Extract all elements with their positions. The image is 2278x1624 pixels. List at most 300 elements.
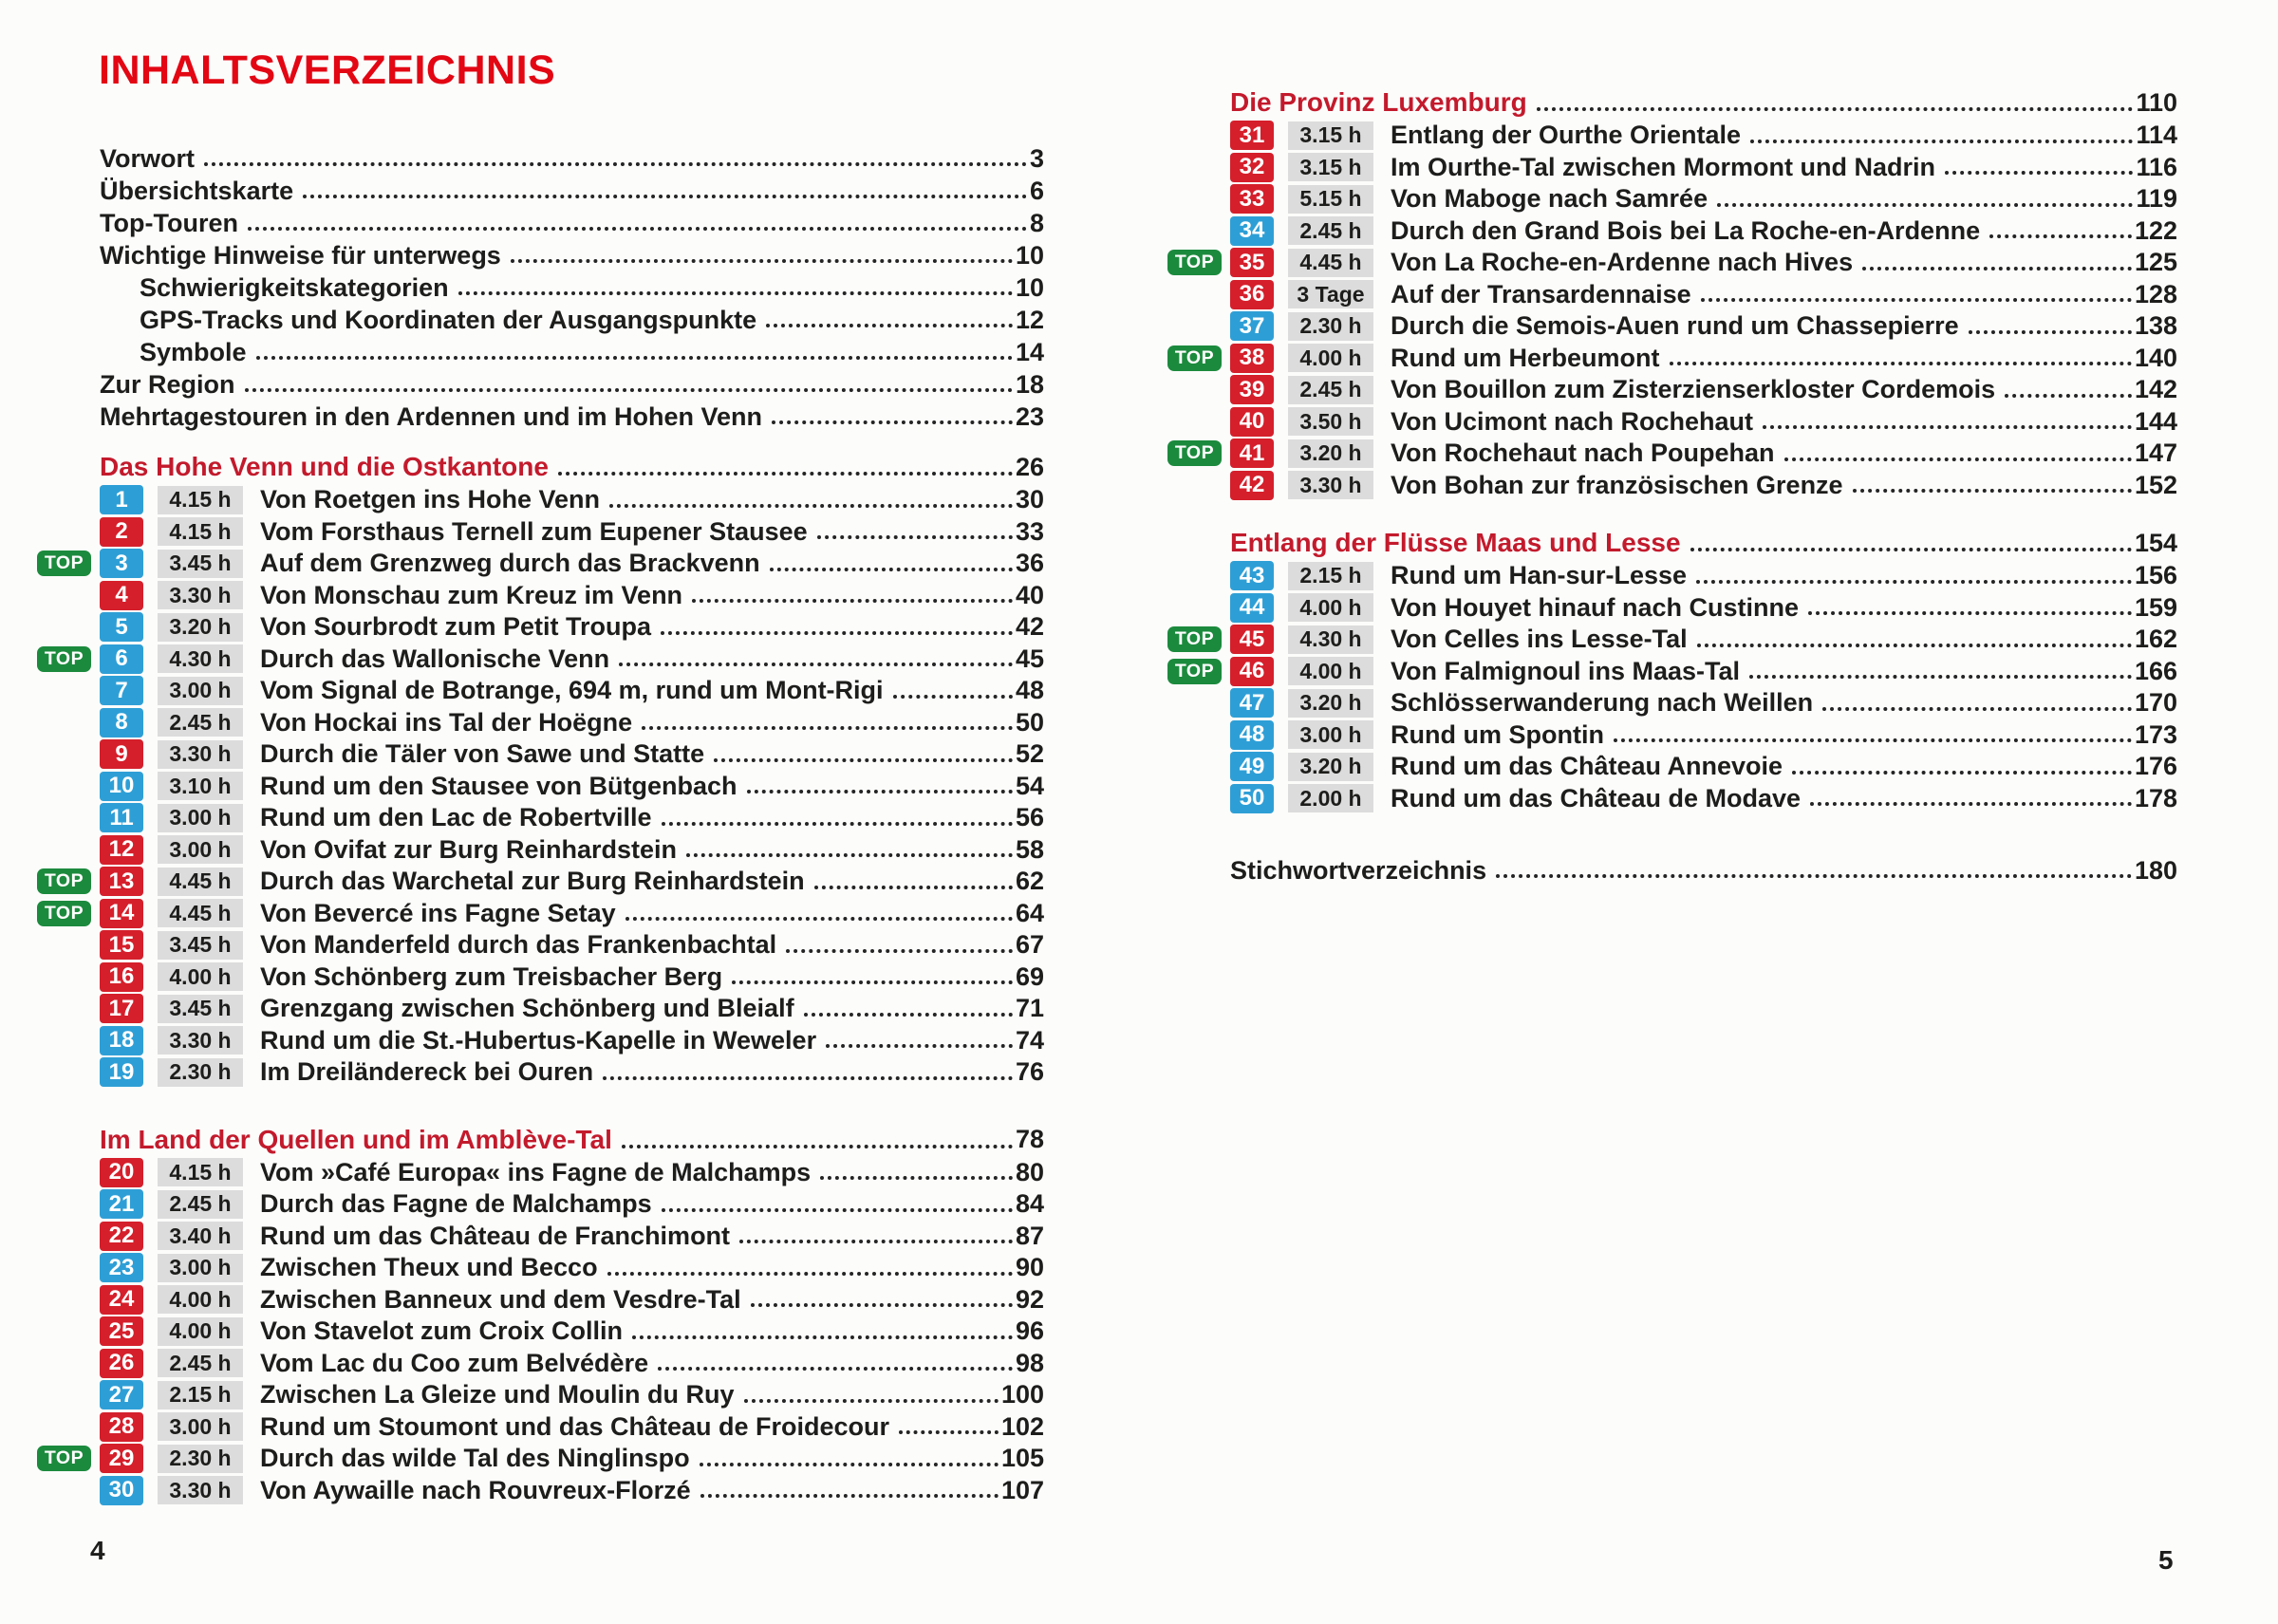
tour-title: Von Monschau zum Kreuz im Venn bbox=[260, 580, 683, 609]
page-ref: 76 bbox=[1015, 1057, 1044, 1087]
back-matter-list bbox=[1230, 854, 2177, 887]
page-ref: 170 bbox=[2134, 688, 2177, 718]
tour-row bbox=[1230, 470, 2177, 502]
page-ref: 12 bbox=[1015, 305, 1044, 334]
top-badge: TOP bbox=[1167, 659, 1222, 684]
dot-leader bbox=[245, 388, 1013, 392]
tour-time-badge: 4.15 h bbox=[158, 1158, 243, 1186]
tour-title: Von Celles ins Lesse-Tal bbox=[1391, 625, 1688, 654]
dot-leader bbox=[1614, 738, 2132, 742]
page-ref: 110 bbox=[2136, 87, 2177, 117]
right-sections bbox=[1174, 85, 2177, 814]
tour-time-badge: 4.30 h bbox=[1288, 625, 1373, 654]
tour-number-badge: 27 bbox=[100, 1380, 143, 1409]
tour-row bbox=[100, 1348, 1044, 1380]
dot-leader bbox=[1750, 140, 2133, 143]
tour-title: Rund um das Château de Franchimont bbox=[260, 1221, 731, 1250]
tour-time-badge: 3.15 h bbox=[1288, 153, 1373, 181]
tour-time-badge: 2.30 h bbox=[1288, 312, 1373, 341]
dot-leader bbox=[744, 1399, 999, 1403]
tour-time-badge: 3.45 h bbox=[158, 995, 243, 1023]
tour-time-badge: 3.30 h bbox=[158, 1476, 243, 1504]
toc-row bbox=[100, 401, 1044, 433]
tour-time-badge: 3.30 h bbox=[1288, 471, 1373, 499]
page-ref: 147 bbox=[2134, 439, 2177, 468]
tour-time-badge: 3.00 h bbox=[158, 804, 243, 832]
tour-row bbox=[1230, 215, 2177, 248]
tour-row bbox=[1230, 406, 2177, 439]
dot-leader bbox=[826, 1044, 1013, 1048]
tour-number-badge: 40 bbox=[1230, 407, 1274, 437]
page-ref: 140 bbox=[2134, 343, 2177, 372]
tour-title: Vom Lac du Coo zum Belvédère bbox=[260, 1348, 649, 1377]
dot-leader bbox=[1690, 548, 2132, 551]
page-ref: 45 bbox=[1015, 644, 1044, 673]
dot-leader bbox=[1763, 425, 2132, 429]
tour-number-badge: 18 bbox=[100, 1026, 143, 1055]
tour-title: Rund um das Château Annevoie bbox=[1391, 752, 1783, 781]
tour-number-badge: 7 bbox=[100, 676, 143, 705]
tour-title: Zwischen La Gleize und Moulin du Ruy bbox=[260, 1380, 735, 1409]
dot-leader bbox=[256, 356, 1013, 360]
tour-time-badge: 3.20 h bbox=[1288, 753, 1373, 781]
tour-time-badge: 2.15 h bbox=[158, 1381, 243, 1409]
tour-time-badge: 3.45 h bbox=[158, 931, 243, 960]
dot-leader bbox=[204, 162, 1027, 166]
tour-time-badge: 2.45 h bbox=[158, 708, 243, 737]
page-ref: 98 bbox=[1015, 1348, 1044, 1377]
tour-number-badge: 45 bbox=[1230, 625, 1274, 654]
dot-leader bbox=[747, 790, 1013, 793]
tour-time-badge: 3.00 h bbox=[158, 1412, 243, 1441]
page-ref: 125 bbox=[2134, 248, 2177, 277]
tour-title: Entlang der Ourthe Orientale bbox=[1391, 121, 1742, 150]
dot-leader bbox=[1853, 489, 2132, 493]
dot-leader bbox=[1862, 267, 2132, 271]
tour-time-badge: 2.45 h bbox=[158, 1349, 243, 1377]
tour-number-badge: 26 bbox=[100, 1349, 143, 1378]
dot-leader bbox=[2005, 394, 2132, 398]
tour-time-badge: 3 Tage bbox=[1288, 280, 1373, 308]
top-badge: TOP bbox=[37, 646, 91, 672]
tour-row bbox=[1174, 343, 2177, 375]
page-ref: 10 bbox=[1015, 240, 1044, 270]
page-ref: 40 bbox=[1015, 580, 1044, 609]
tour-row bbox=[100, 1157, 1044, 1189]
dot-leader bbox=[658, 1367, 1013, 1371]
tour-time-badge: 3.30 h bbox=[158, 740, 243, 769]
tour-number-badge: 23 bbox=[100, 1253, 143, 1282]
tour-time-badge: 3.40 h bbox=[158, 1222, 243, 1250]
tour-title: Von Bevercé ins Fagne Setay bbox=[260, 898, 616, 927]
tour-title: Von Falmignoul ins Maas-Tal bbox=[1391, 656, 1741, 685]
tour-time-badge: 4.45 h bbox=[1288, 249, 1373, 277]
tour-time-badge: 4.45 h bbox=[158, 899, 243, 927]
page-ref: 116 bbox=[2136, 152, 2177, 181]
tour-title: Durch die Täler von Sawe und Statte bbox=[260, 739, 705, 769]
tour-number-badge: 44 bbox=[1230, 593, 1274, 623]
tour-row bbox=[44, 866, 1044, 898]
tour-title: Rund um die St.-Hubertus-Kapelle in Weweler bbox=[260, 1025, 817, 1055]
dot-leader bbox=[714, 758, 1013, 762]
toc-row bbox=[100, 207, 1044, 239]
dot-leader bbox=[700, 1463, 999, 1466]
left-page-number: 4 bbox=[90, 1536, 105, 1565]
dot-leader bbox=[1701, 298, 2132, 302]
toc-entry-label: Symbole bbox=[140, 337, 247, 366]
dot-leader bbox=[622, 1145, 1013, 1148]
top-badge: TOP bbox=[1167, 440, 1222, 466]
page-ref: 69 bbox=[1015, 961, 1044, 991]
tour-title: Rund um Han-sur-Lesse bbox=[1391, 561, 1688, 590]
tour-time-badge: 3.00 h bbox=[1288, 720, 1373, 749]
toc-entry-label: Stichwortverzeichnis bbox=[1230, 855, 1487, 885]
tour-time-badge: 3.45 h bbox=[158, 550, 243, 578]
tour-time-badge: 2.45 h bbox=[158, 1190, 243, 1219]
tour-row bbox=[1230, 183, 2177, 215]
dot-leader bbox=[820, 1176, 1013, 1180]
tour-row bbox=[100, 516, 1044, 549]
page-ref: 52 bbox=[1015, 739, 1044, 769]
tour-time-badge: 4.00 h bbox=[1288, 344, 1373, 372]
dot-leader bbox=[1784, 457, 2132, 461]
tour-number-badge: 21 bbox=[100, 1189, 143, 1219]
tour-time-badge: 3.00 h bbox=[158, 835, 243, 864]
tour-number-badge: 43 bbox=[1230, 561, 1274, 590]
dot-leader bbox=[609, 504, 1013, 508]
dot-leader bbox=[770, 568, 1013, 571]
dot-leader bbox=[772, 420, 1013, 424]
tour-title: Von Rochehaut nach Poupehan bbox=[1391, 439, 1775, 468]
dot-leader bbox=[662, 1208, 1013, 1212]
page-ref: 18 bbox=[1015, 369, 1044, 399]
tour-time-badge: 4.30 h bbox=[158, 644, 243, 673]
tour-number-badge: 46 bbox=[1230, 657, 1274, 686]
tour-row bbox=[44, 548, 1044, 580]
tour-number-badge: 2 bbox=[100, 517, 143, 547]
tour-time-badge: 3.20 h bbox=[1288, 689, 1373, 718]
tour-title: Von Sourbrodt zum Petit Troupa bbox=[260, 612, 651, 642]
tour-title: Vom »Café Europa« ins Fagne de Malchamps bbox=[260, 1157, 812, 1186]
tour-number-badge: 6 bbox=[100, 644, 143, 674]
dot-leader bbox=[814, 886, 1013, 889]
tour-number-badge: 30 bbox=[100, 1476, 143, 1505]
tour-number-badge: 9 bbox=[100, 739, 143, 769]
page-ref: 26 bbox=[1015, 452, 1044, 481]
tour-number-badge: 15 bbox=[100, 930, 143, 960]
page-ref: 180 bbox=[2134, 855, 2177, 885]
tour-time-badge: 4.00 h bbox=[158, 1285, 243, 1314]
tour-row bbox=[100, 1475, 1044, 1507]
tour-number-badge: 49 bbox=[1230, 752, 1274, 781]
tour-row bbox=[1230, 592, 2177, 625]
dot-leader bbox=[1808, 611, 2132, 615]
tour-number-badge: 50 bbox=[1230, 784, 1274, 813]
tour-title: Rund um den Stausee von Bütgenbach bbox=[260, 771, 738, 800]
tour-row bbox=[100, 1411, 1044, 1444]
tour-row bbox=[100, 1379, 1044, 1411]
tour-number-badge: 4 bbox=[100, 581, 143, 610]
tour-row bbox=[1174, 624, 2177, 656]
page-ref: 128 bbox=[2134, 279, 2177, 308]
toc-entry-label: Wichtige Hinweise für unterwegs bbox=[100, 240, 501, 270]
tour-row bbox=[1174, 656, 2177, 688]
tour-row bbox=[1230, 120, 2177, 152]
toc-row bbox=[100, 304, 1044, 336]
page-ref: 80 bbox=[1015, 1157, 1044, 1186]
tour-time-badge: 2.15 h bbox=[1288, 562, 1373, 590]
page-ref: 58 bbox=[1015, 834, 1044, 864]
tour-time-badge: 4.00 h bbox=[158, 962, 243, 991]
tour-row bbox=[44, 898, 1044, 930]
toc-row bbox=[1230, 854, 2177, 887]
tour-time-badge: 3.30 h bbox=[158, 1026, 243, 1055]
page-ref: 74 bbox=[1015, 1025, 1044, 1055]
page-ref: 64 bbox=[1015, 898, 1044, 927]
page-ref: 105 bbox=[1000, 1444, 1044, 1473]
page-title: INHALTSVERZEICHNIS bbox=[99, 47, 556, 93]
dot-leader bbox=[766, 324, 1013, 327]
tour-title: Von Stavelot zum Croix Collin bbox=[260, 1316, 624, 1346]
dot-leader bbox=[603, 1076, 1013, 1080]
page-ref: 178 bbox=[2134, 783, 2177, 812]
page-ref: 78 bbox=[1015, 1125, 1044, 1153]
tour-row bbox=[1230, 560, 2177, 592]
page-ref: 144 bbox=[2134, 406, 2177, 436]
dot-leader bbox=[1697, 644, 2132, 647]
tour-title: Im Dreiländereck bei Ouren bbox=[260, 1057, 594, 1087]
front-matter-list bbox=[100, 142, 1044, 433]
page-ref: 100 bbox=[1000, 1380, 1044, 1409]
tour-number-badge: 24 bbox=[100, 1285, 143, 1315]
dot-leader bbox=[692, 599, 1013, 603]
tour-time-badge: 4.00 h bbox=[1288, 657, 1373, 685]
dot-leader bbox=[1749, 675, 2132, 679]
tour-number-badge: 28 bbox=[100, 1412, 143, 1442]
section-heading-row bbox=[1230, 85, 2177, 120]
dot-leader bbox=[248, 227, 1027, 231]
dot-leader bbox=[1717, 203, 2133, 207]
toc-entry-label: Vorwort bbox=[100, 143, 195, 173]
toc-entry-label: Übersichtskarte bbox=[100, 176, 294, 205]
tour-row bbox=[100, 1316, 1044, 1348]
toc-row bbox=[100, 336, 1044, 368]
tour-title: Rund um Stoumont und das Château de Froidecour bbox=[260, 1411, 890, 1441]
page-ref: 152 bbox=[2134, 470, 2177, 499]
page-ref: 142 bbox=[2134, 375, 2177, 404]
toc-section bbox=[1174, 526, 2177, 814]
top-badge: TOP bbox=[37, 1446, 91, 1471]
tour-row bbox=[100, 611, 1044, 644]
tour-number-badge: 5 bbox=[100, 612, 143, 642]
page-ref: 102 bbox=[1000, 1411, 1044, 1441]
tour-title: Durch das Fagne de Malchamps bbox=[260, 1189, 652, 1219]
tour-row bbox=[1230, 751, 2177, 783]
top-badge: TOP bbox=[1167, 345, 1222, 371]
page-ref: 56 bbox=[1015, 803, 1044, 832]
dot-leader bbox=[786, 949, 1013, 953]
tour-number-badge: 32 bbox=[1230, 153, 1274, 182]
toc-entry-label: Mehrtagestouren in den Ardennen und im Hohen Venn bbox=[100, 401, 763, 431]
tour-title: Schlösserwanderung nach Weillen bbox=[1391, 688, 1814, 718]
top-badge: TOP bbox=[37, 868, 91, 894]
tour-row bbox=[1230, 687, 2177, 719]
tour-title: Von Schönberg zum Treisbacher Berg bbox=[260, 961, 723, 991]
tour-row bbox=[44, 644, 1044, 676]
top-badge: TOP bbox=[1167, 250, 1222, 275]
section-title: Entlang der Flüsse Maas und Lesse bbox=[1230, 528, 1681, 557]
tour-row bbox=[100, 707, 1044, 739]
page-ref: 3 bbox=[1029, 143, 1044, 173]
tour-number-badge: 11 bbox=[100, 803, 143, 832]
tour-number-badge: 25 bbox=[100, 1316, 143, 1346]
tour-row bbox=[1230, 279, 2177, 311]
tour-number-badge: 3 bbox=[100, 549, 143, 578]
tour-title: Rund um Spontin bbox=[1391, 719, 1604, 749]
page-ref: 122 bbox=[2134, 215, 2177, 245]
dot-leader bbox=[1969, 330, 2132, 334]
tour-title: Von Hockai ins Tal der Hoëgne bbox=[260, 707, 633, 737]
tour-time-badge: 2.45 h bbox=[1288, 216, 1373, 245]
right-column bbox=[1174, 0, 2177, 887]
tour-title: Auf dem Grenzweg durch das Brackvenn bbox=[260, 549, 760, 578]
tour-row bbox=[100, 484, 1044, 516]
tour-time-badge: 3.15 h bbox=[1288, 121, 1373, 150]
dot-leader bbox=[607, 1272, 1013, 1276]
toc-entry-label: Zur Region bbox=[100, 369, 235, 399]
tour-time-badge: 4.15 h bbox=[158, 486, 243, 514]
tour-title: Durch den Grand Bois bei La Roche-en-Ardenne bbox=[1391, 215, 1981, 245]
dot-leader bbox=[1696, 580, 2132, 584]
page-ref: 48 bbox=[1015, 676, 1044, 705]
tour-number-badge: 36 bbox=[1230, 280, 1274, 309]
dot-leader bbox=[804, 1013, 1013, 1017]
tour-title: Durch die Semois-Auen rund um Chassepierre bbox=[1391, 311, 1959, 341]
dot-leader bbox=[303, 195, 1027, 198]
tour-time-badge: 4.00 h bbox=[158, 1317, 243, 1346]
page-ref: 67 bbox=[1015, 930, 1044, 960]
dot-leader bbox=[817, 535, 1013, 539]
tour-row bbox=[1230, 374, 2177, 406]
top-badge: TOP bbox=[37, 901, 91, 926]
tour-number-badge: 39 bbox=[1230, 375, 1274, 404]
tour-number-badge: 35 bbox=[1230, 248, 1274, 277]
tour-time-badge: 2.30 h bbox=[158, 1058, 243, 1087]
tour-number-badge: 16 bbox=[100, 962, 143, 992]
toc-section bbox=[1174, 85, 2177, 501]
tour-row bbox=[1230, 719, 2177, 752]
dot-leader bbox=[661, 631, 1013, 635]
tour-time-badge: 3.20 h bbox=[158, 613, 243, 642]
left-sections bbox=[44, 450, 1044, 1506]
page-ref: 36 bbox=[1015, 549, 1044, 578]
tour-time-badge: 3.00 h bbox=[158, 677, 243, 705]
toc-row bbox=[100, 142, 1044, 175]
dot-leader bbox=[1496, 874, 2132, 878]
top-badge: TOP bbox=[37, 551, 91, 576]
page-ref: 119 bbox=[2136, 184, 2177, 214]
tour-number-badge: 20 bbox=[100, 1158, 143, 1187]
page-ref: 162 bbox=[2134, 625, 2177, 654]
tour-title: Von Aywaille nach Rouvreux-Florzé bbox=[260, 1475, 691, 1504]
dot-leader bbox=[642, 726, 1013, 730]
tour-title: Von Manderfeld durch das Frankenbachtal bbox=[260, 930, 777, 960]
page-ref: 154 bbox=[2134, 528, 2177, 557]
dot-leader bbox=[1537, 107, 2134, 111]
tour-time-badge: 3.10 h bbox=[158, 772, 243, 800]
tour-number-badge: 29 bbox=[100, 1444, 143, 1473]
tour-number-badge: 38 bbox=[1230, 344, 1274, 373]
tour-row bbox=[100, 1025, 1044, 1057]
top-badge: TOP bbox=[1167, 626, 1222, 652]
tour-time-badge: 5.15 h bbox=[1288, 185, 1373, 214]
page-ref: 138 bbox=[2134, 311, 2177, 341]
tour-number-badge: 8 bbox=[100, 708, 143, 737]
dot-leader bbox=[632, 1335, 1013, 1339]
dot-leader bbox=[662, 822, 1013, 826]
dot-leader bbox=[1945, 171, 2133, 175]
tour-row bbox=[1174, 247, 2177, 279]
toc-row bbox=[100, 175, 1044, 207]
tour-number-badge: 33 bbox=[1230, 184, 1274, 214]
page-ref: 54 bbox=[1015, 771, 1044, 800]
tour-title: Durch das Wallonische Venn bbox=[260, 644, 610, 673]
tour-number-badge: 22 bbox=[100, 1222, 143, 1251]
section-heading-row bbox=[1230, 526, 2177, 560]
tour-row bbox=[100, 1252, 1044, 1284]
page-ref: 90 bbox=[1015, 1253, 1044, 1282]
tour-row bbox=[100, 993, 1044, 1025]
page-ref: 96 bbox=[1015, 1316, 1044, 1346]
section-title: Im Land der Quellen und im Amblève-Tal bbox=[100, 1124, 612, 1154]
tour-row bbox=[100, 929, 1044, 961]
section-title: Das Hohe Venn und die Ostkantone bbox=[100, 452, 549, 481]
tour-row bbox=[1230, 152, 2177, 184]
tour-time-badge: 2.00 h bbox=[1288, 784, 1373, 812]
dot-leader bbox=[1810, 802, 2132, 806]
tour-row bbox=[100, 580, 1044, 612]
tour-time-badge: 2.30 h bbox=[158, 1445, 243, 1473]
tour-number-badge: 42 bbox=[1230, 471, 1274, 500]
dot-leader bbox=[1670, 362, 2132, 365]
page-ref: 42 bbox=[1015, 612, 1044, 642]
tour-row bbox=[44, 1443, 1044, 1475]
section-heading-row bbox=[100, 450, 1044, 484]
tour-title: Durch das Warchetal zur Burg Reinhardstein bbox=[260, 867, 805, 896]
tour-number-badge: 13 bbox=[100, 867, 143, 896]
page-ref: 176 bbox=[2134, 752, 2177, 781]
tour-row bbox=[100, 961, 1044, 994]
tour-row bbox=[100, 1221, 1044, 1253]
section-heading-row bbox=[100, 1123, 1044, 1157]
toc-row bbox=[100, 271, 1044, 304]
tour-number-badge: 34 bbox=[1230, 216, 1274, 246]
page-ref: 107 bbox=[1000, 1475, 1044, 1504]
dot-leader bbox=[1822, 707, 2132, 711]
tour-time-badge: 4.00 h bbox=[1288, 593, 1373, 622]
dot-leader bbox=[458, 291, 1013, 295]
dot-leader bbox=[732, 980, 1013, 984]
tour-title: Im Ourthe-Tal zwischen Mormont und Nadrin bbox=[1391, 152, 1936, 181]
page-ref: 62 bbox=[1015, 867, 1044, 896]
tour-row bbox=[1230, 783, 2177, 815]
tour-row bbox=[100, 738, 1044, 771]
tour-number-badge: 14 bbox=[100, 899, 143, 928]
tour-time-badge: 4.45 h bbox=[158, 868, 243, 896]
tour-number-badge: 10 bbox=[100, 772, 143, 801]
tour-time-badge: 3.50 h bbox=[1288, 407, 1373, 436]
tour-row bbox=[100, 1056, 1044, 1089]
